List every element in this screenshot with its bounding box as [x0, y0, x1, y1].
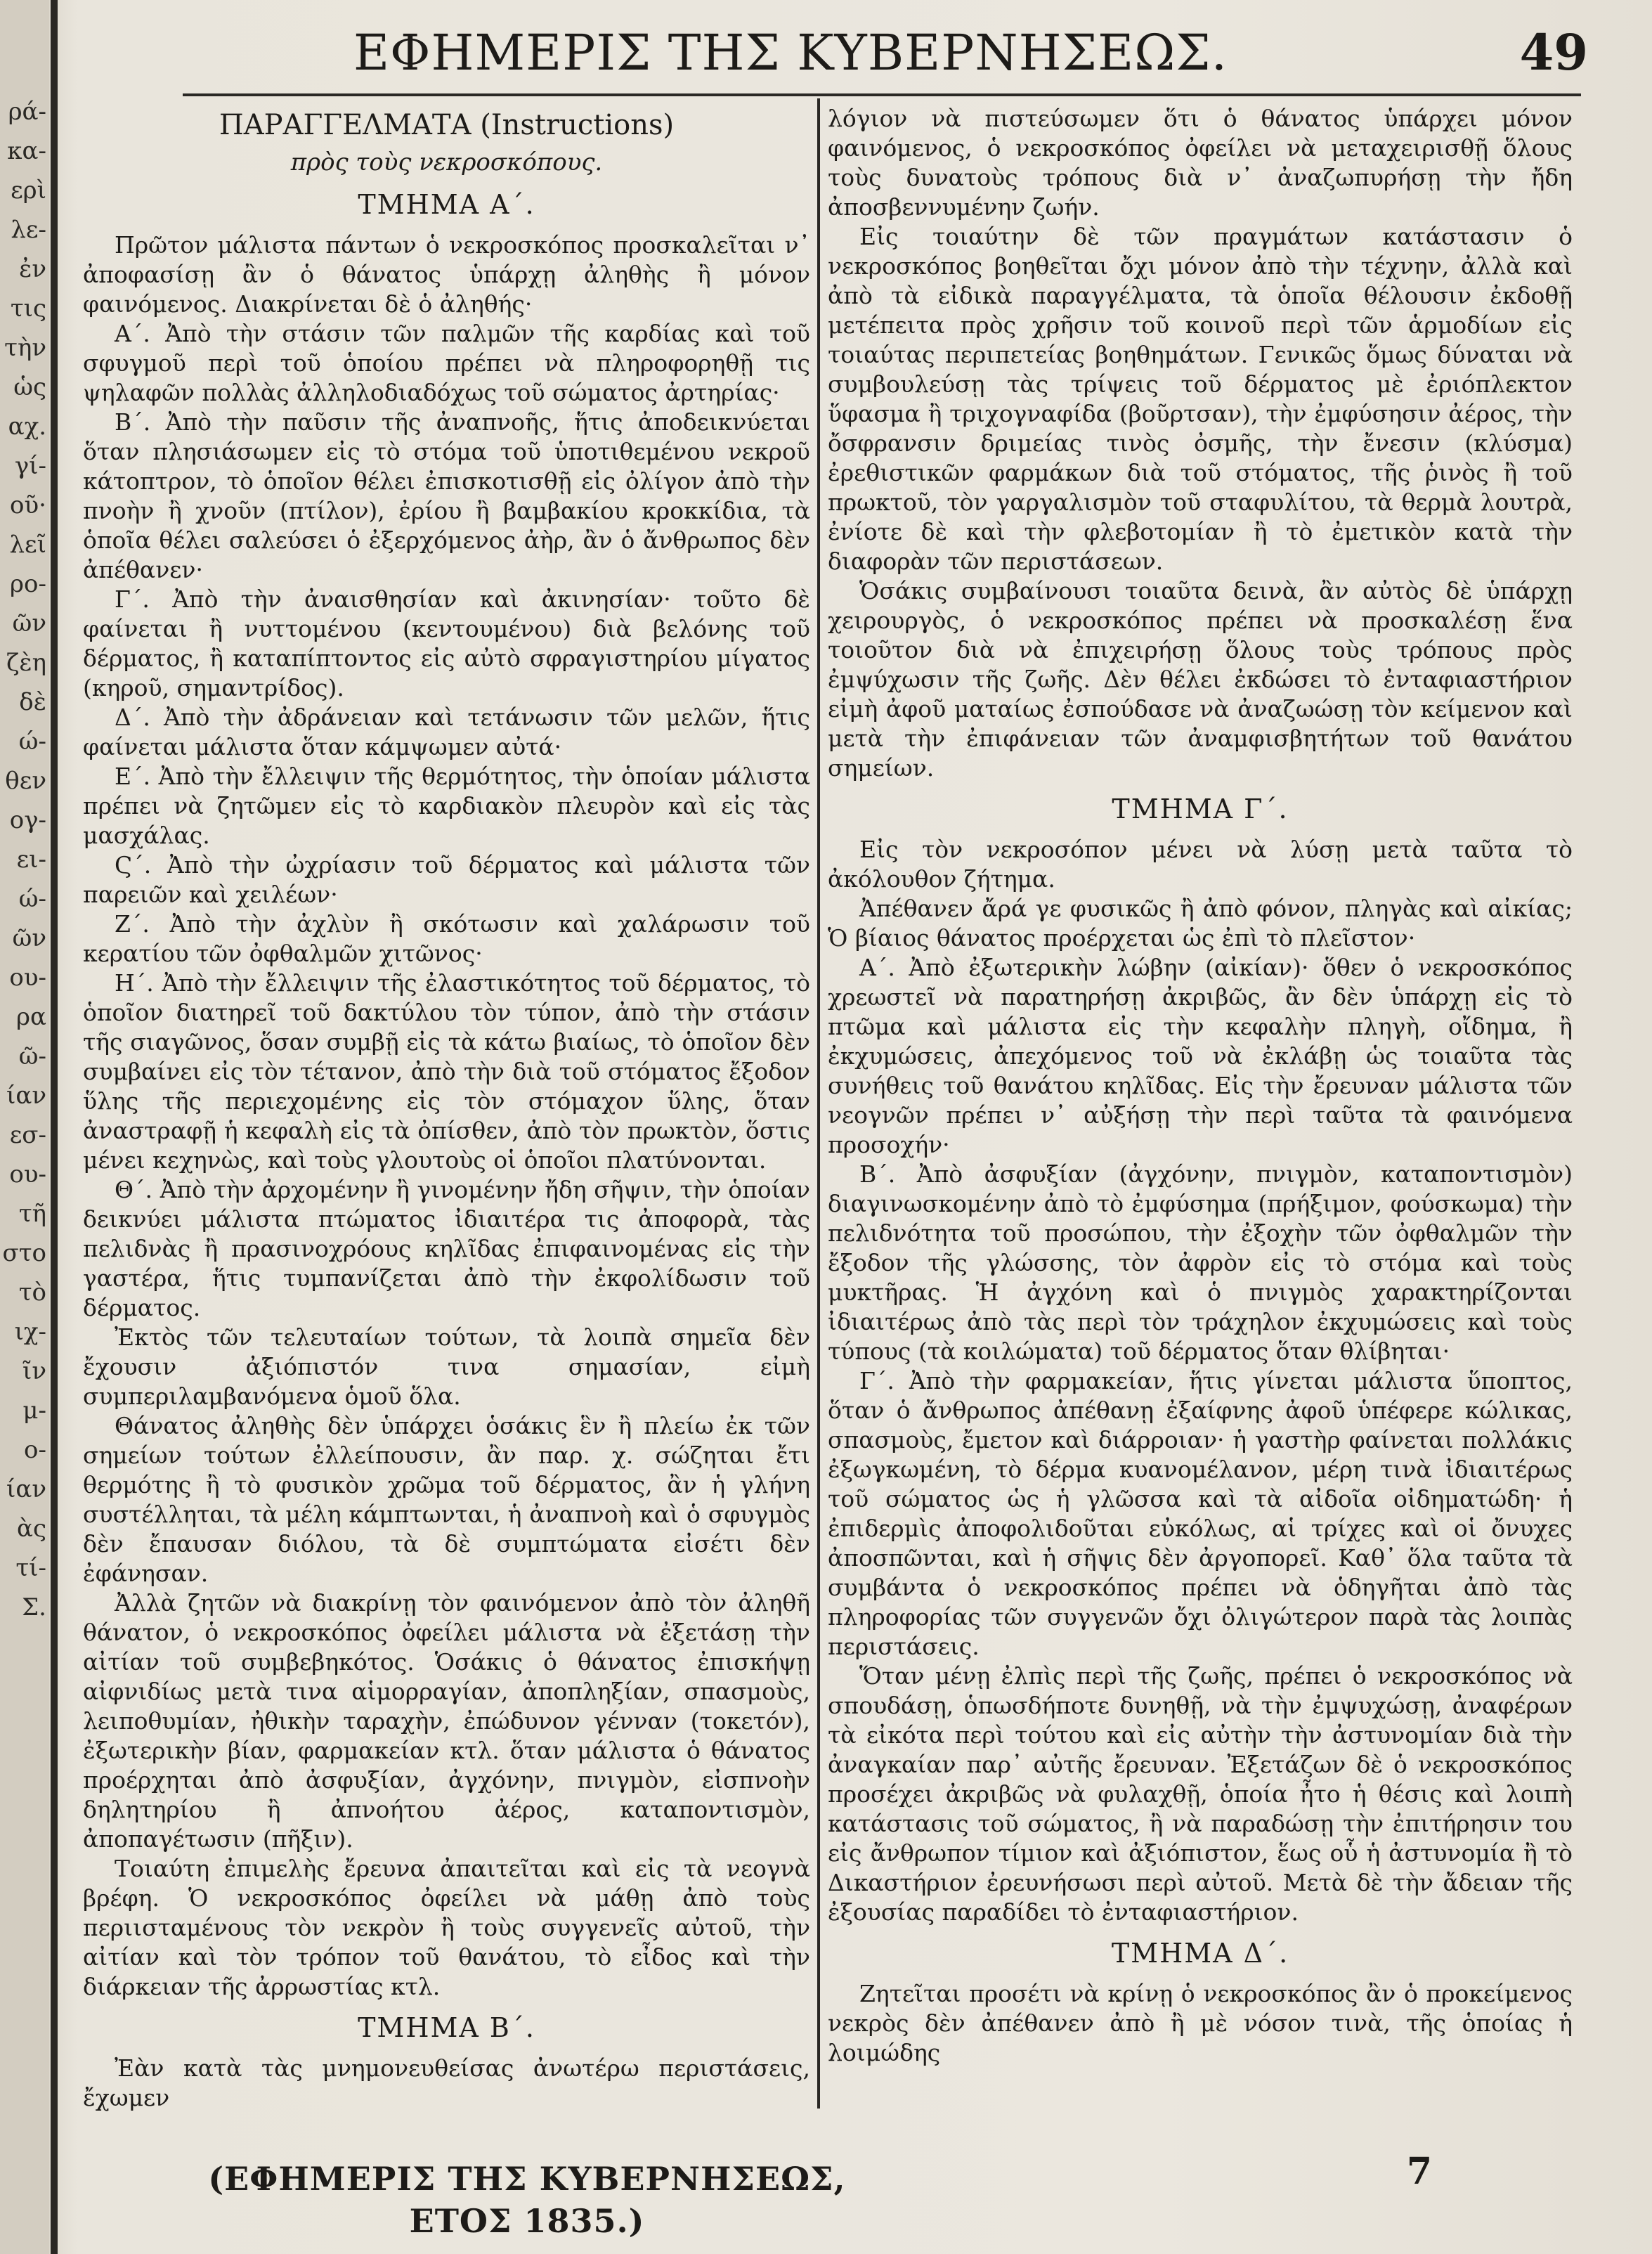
margin-fragment: ῶ- — [18, 1043, 46, 1070]
paragraph: Ἐὰν κατὰ τὰς μνημονευθείσας ἀνωτέρω περιστάσεις, ἔχωμεν — [83, 2054, 810, 2111]
running-head-title: ΕΦΗΜΕΡΙΣ ΤΗΣ ΚΥΒΕΡΝΗΣΕΩΣ. — [353, 24, 1228, 82]
margin-fragment: ερὶ — [11, 177, 46, 204]
paragraph: Ἀπέθανεν ἄρά γε φυσικῶς ἢ ἀπὸ φόνον, πληγὰς καὶ αἰκίας; Ὁ βίαιος θάνατος προέρχεται ὡς ἐπὶ τὸ πλεῖστον· — [828, 895, 1573, 952]
margin-fragment: ώ- — [18, 728, 46, 755]
left-column — [83, 104, 810, 2114]
binding-rule — [51, 0, 58, 2254]
margin-fragment: ου- — [9, 964, 46, 991]
paragraph: Ζητεῖται προσέτι νὰ κρίνῃ ὁ νεκροσκόπος ἂν ὁ προκείμενος νεκρὸς δὲν ἀπέθανεν ἀπὸ ἢ μὲ νόσον τινὰ, τῆς ὁποίας ἡ λοιμώδης — [828, 1980, 1573, 2066]
margin-fragment: δὲ — [19, 689, 46, 715]
margin-fragment: ίαν — [6, 1476, 46, 1503]
margin-fragment: ῖν — [22, 1358, 46, 1385]
margin-fragment: ζὲη — [6, 649, 46, 676]
right-column — [828, 104, 1573, 2114]
margin-fragment: ρά- — [8, 98, 46, 125]
margin-fragment: λεῖ — [9, 531, 46, 558]
paragraph: Ϛ΄. Ἀπὸ τὴν ὠχρίασιν τοῦ δέρματος καὶ μάλιστα τῶν παρειῶν καὶ χειλέων· — [83, 851, 810, 908]
signature-mark: 7 — [1406, 2150, 1433, 2193]
paragraph: Θ΄. Ἀπὸ τὴν ἀρχομένην ἢ γινομένην ἤδη σῆψιν, τὴν ὁποίαν δεικνύει μάλιστα πτώματος ἰδιαιτέρα τις ἀποφορὰ, τὰς πελιδνὰς ἢ πρασινοχρόους κηλῖδας ἐπιφαινομένας εἰς τὴν γαστέρα, ἥτις τυμπανίζεται ἀπὸ τὴν ἐκφολίδωσιν τοῦ δέρματος. — [83, 1176, 810, 1321]
margin-fragment: ογ- — [9, 807, 46, 834]
margin-fragment: στο — [2, 1240, 46, 1267]
paragraph: Β΄. Ἀπὸ τὴν παῦσιν τῆς ἀναπνοῆς, ἥτις ἀποδεικνύεται ὅταν πλησιάσωμεν εἰς τὸ στόμα τοῦ ὑποτιθεμένου νεκροῦ κάτοπτρον, τὸ ὁποῖον θέλει ἐπισκοτισθῇ εἰς ὀλίγον ἀπὸ τὴν πνοὴν ἢ χνοῦν (πτίλον), ἐρίου ἢ βαμβακίου κροκκίδια, τὰ ὁποῖα θέλει σαλεύσει ὁ ἐξερχόμενος ἀὴρ, ἂν ὁ ἄνθρωπος δὲν ἀπέθανεν· — [83, 408, 810, 583]
paragraph: Ε΄. Ἀπὸ τὴν ἔλλειψιν τῆς θερμότητος, τὴν ὁποίαν μάλιστα πρέπει νὰ ζητῶμεν εἰς τὸ καρδιακὸν πλευρὸν καὶ εἰς τὰς μασχάλας. — [83, 763, 810, 849]
margin-fragment: ἐν — [19, 256, 46, 283]
paragraph: Ἀλλὰ ζητῶν νὰ διακρίνῃ τὸν φαινόμενον ἀπὸ τὸν ἀληθῆ θάνατον, ὁ νεκροσκόπος ὀφείλει μάλιστα νὰ ἐξετάσῃ τὴν αἰτίαν τοῦ συμβεβηκότος. Ὁσάκις ὁ θάνατος ἐπισκήψῃ αἰφνιδίως μετὰ τινα αἱμορραγίαν, ἀποπληξίαν, σπασμοὺς, λειποθυμίαν, ἠθικὴν ταραχὴν, ἐπώδυνον γένναν (τοκετόν), ἐξωτερικὴν βίαν, φαρμακείαν κτλ. ὅταν μάλιστα ὁ θάνατος προέρχηται ἀπὸ ἀσφυξίαν, ἀγχόνην, πνιγμὸν, εἰσπνοὴν δηλητηρίου ἢ ἀπνοήτου ἀέρος, καταποντισμὸν, ἀποπαγέτωσιν (πῆξιν). — [83, 1589, 810, 1853]
margin-fragments — [0, 98, 46, 1633]
margin-fragment: μ- — [22, 1397, 46, 1424]
paragraph: Ἐκτὸς τῶν τελευταίων τούτων, τὰ λοιπὰ σημεῖα δὲν ἔχουσιν ἀξιόπιστόν τινα σημασίαν, εἰμὴ συμπεριλαμβανόμενα ὁμοῦ ὅλα. — [83, 1323, 810, 1410]
section-heading-b: ΤΜΗΜΑ Β΄. — [358, 2012, 535, 2043]
margin-fragment: ίαν — [6, 1082, 46, 1109]
source-footer: (ΕΦΗΜΕΡΙΣ ΤΗΣ ΚΥΒΕΡΝΗΣΕΩΣ, ΕΤΟΣ 1835.) — [208, 2160, 846, 2240]
margin-fragment: γί- — [14, 453, 46, 479]
margin-fragment: ει- — [16, 846, 46, 873]
paragraph: Β΄. Ἀπὸ ἀσφυξίαν (ἀγχόνην, πνιγμὸν, καταποντισμὸν) διαγινωσκομένην ἀπὸ τὸ ἐμφύσημα (πρήξιμον, φούσκωμα) τὴν πελιδνότητα τοῦ προσώπου, τὴν ἐξοχὴν τῶν ὀφθαλμῶν τὴν ἔξοδον τῆς γλώσσης, τὸν ἀφρὸν εἰς τὸ στόμα καὶ τοὺς μυκτῆρας. Ἡ ἀγχόνη καὶ ὁ πνιγμὸς χαρακτηρίζονται ἰδιαιτέρως ἀπὸ τὰς περὶ τὸν τράχηλον ἐκχυμώσεις καὶ τοὺς τύπους (τὰ κοιλώματα) τοῦ δέρματος ὅταν θλίβηται· — [828, 1160, 1573, 1365]
paragraph: Γ΄. Ἀπὸ τὴν φαρμακείαν, ἥτις γίνεται μάλιστα ὕποπτος, ὅταν ὁ ἄνθρωπος ἀπέθανῃ ἐξαίφνης ἀφοῦ ὑπέφερε κώλικας, σπασμοὺς, ἔμετον καὶ διάρροιαν· ἡ γαστὴρ φαίνεται πολλάκις ἐξωγκωμένη, τὸ δέρμα κυανομέλανον, μέρη τινὰ ἰδιαιτέρως τοῦ σώματος ὡς ἡ γλῶσσα καὶ τὰ αἰδοῖα οἰδηματώδη· ἡ ἐπιδερμὶς ἀποφολιδοῦται εὐκόλως, αἱ τρίχες καὶ οἱ ὄνυχες ἀποσπῶνται, καὶ ἡ σῆψις δὲν ἀργοπορεῖ. Καθ᾽ ὅλα ταῦτα τὰ συμβάντα ὁ νεκροσκόπος πρέπει νὰ ὁδηγῆται ἀπὸ τὰς πληροφορίας τῶν συγγενῶν ὄχι ὀλιγώτερον παρὰ τὰς λοιπὰς περιστάσεις. — [828, 1367, 1573, 1660]
paragraph: Η΄. Ἀπὸ τὴν ἔλλειψιν τῆς ἐλαστικότητος τοῦ δέρματος, τὸ ὁποῖον διατηρεῖ τοῦ δακτύλου τὸν τύπον, ἀπὸ τὴν στάσιν τῆς σιαγῶνος, ὅσαν συμβῇ εἰς τὰ κάτω βιαίως, τὸ ὁποῖον δὲν συμβαίνει εἰς τὸν τέτανον, ἀπὸ τὴν διὰ τοῦ στόματος ἔξοδον ὕλης τῆς περιεχομένης εἰς τὸν στόμαχον ὕλης, ὅταν ἀναστραφῇ ἡ κεφαλὴ εἰς τὰ ὀπίσθεν, ἀπὸ τὸν πρωκτὸν, ὅστις μένει κεχηνὼς, καὶ τοὺς γλουτοὺς οἱ ὁποῖοι πλατύνονται. — [83, 969, 810, 1174]
paragraph: Ζ΄. Ἀπὸ τὴν ἀχλὺν ἢ σκότωσιν καὶ χαλάρωσιν τοῦ κερατίου τῶν ὀφθαλμῶν χιτῶνος· — [83, 910, 810, 967]
margin-fragment: ρο- — [10, 571, 46, 597]
margin-fragment: ο- — [24, 1437, 46, 1463]
article-title: ΠΑΡΑΓΓΕΛΜΑΤΑ (Instructions) — [219, 109, 675, 141]
margin-fragment: εσ- — [9, 1122, 46, 1148]
margin-fragment: κα- — [7, 138, 46, 164]
article-subtitle: πρὸς τοὺς νεκροσκόπους. — [290, 148, 603, 176]
paragraph: Ὁσάκις συμβαίνουσι τοιαῦτα δεινὰ, ἂν αὐτὸς δὲ ὑπάρχῃ χειρουργὸς, ὁ νεκροσκόπος πρέπει νὰ προσκαλέσῃ ἕνα τοιοῦτον διὰ νὰ ἐπιχειρήσῃ ὅλους τοὺς τρόπους πρὸς ἐμψύχωσιν τῆς ζωῆς. Δὲν θέλει ἐκδώσει τὸ ἐνταφιαστήριον εἰμὴ ἀφοῦ ματαίως ἐσπούδασε νὰ ἀναζωώσῃ τὸν κείμενον καὶ μετὰ τὴν ἐπιφάνειαν τῶν ἀναμφισβητήτων τοῦ θανάτου σημείων. — [828, 577, 1573, 782]
paragraph: Δ΄. Ἀπὸ τὴν ἀδράνειαν καὶ τετάνωσιν τῶν μελῶν, ἥτις φαίνεται μάλιστα ὅταν κάμψωμεν αὐτά· — [83, 704, 810, 760]
margin-fragment: οῦ· — [10, 492, 46, 519]
margin-fragment: ρα — [16, 1004, 46, 1030]
margin-fragment: ώ- — [18, 886, 46, 912]
margin-fragment: αχ. — [8, 413, 46, 440]
paragraph: Γ΄. Ἀπὸ τὴν ἀναισθησίαν καὶ ἀκινησίαν· τοῦτο δὲ φαίνεται ἢ νυττομένου (κεντουμένου) διὰ βελόνης τοῦ δέρματος, ἢ καταπίπτοντος εἰς αὐτὸ σφραγιστηρίου μίγατος (κηροῦ, σημαντρίδος). — [83, 585, 810, 701]
section-heading-d: ΤΜΗΜΑ Δ΄. — [1111, 1938, 1289, 1969]
margin-fragment: ὰς — [16, 1515, 46, 1542]
page-number: 49 — [1519, 23, 1588, 82]
paragraph: Εἰς τοιαύτην δὲ τῶν πραγμάτων κατάστασιν ὁ νεκροσκόπος βοηθεῖται ὄχι μόνον ἀπὸ τὴν τέχνην, ἀλλὰ καὶ ἀπὸ τὰ εἰδικὰ παραγγέλματα, τὰ ὁποῖα θέλουσιν ἐκδοθῇ μετέπειτα πρὸς χρῆσιν τοῦ κοινοῦ περὶ τῶν ἁρμοδίων εἰς τοιαύτας περιπετείας βοηθημάτων. Γενικῶς ὅμως δύναται νὰ συμβουλεύσῃ τὰς τρίψεις τοῦ δέρματος μὲ ἐριόπλεκτον ὕφασμα ἢ τριχογναφίδα (βοῦρτσαν), τὴν ἐμφύσησιν ἀέρος, τὴν ὄσφρανσιν δριμείας τινὸς ὀσμῆς, τὴν ἔνεσιν (κλύσμα) ἐρεθιστικῶν φαρμάκων διὰ τοῦ στόματος, τῆς ῥινὸς ἢ τοῦ πρωκτοῦ, τὸν γαργαλισμὸν τοῦ σταφυλίτου, τὰ θερμὰ λουτρὰ, ἐνίοτε δὲ καὶ τὴν φλεβοτομίαν ἢ τὸ ἐμετικὸν κατὰ τὴν διαφορὰν τῶν περιστάσεων. — [828, 223, 1573, 575]
margin-fragment: τί- — [15, 1555, 46, 1581]
margin-fragment: ὡς — [13, 374, 46, 401]
margin-fragment: ῶν — [12, 925, 46, 952]
paragraph: Α΄. Ἀπὸ τὴν στάσιν τῶν παλμῶν τῆς καρδίας καὶ τοῦ σφυγμοῦ περὶ τοῦ ὁποίου πρέπει νὰ πληροφορηθῇ τις ψηλαφῶν πολλὰς ἀλληλοδιαδόχως τοῦ σώματος ἀρτηρίας· — [83, 320, 810, 406]
paragraph: Τοιαύτη ἐπιμελὴς ἔρευνα ἀπαιτεῖται καὶ εἰς τὰ νεογνὰ βρέφη. Ὁ νεκροσκόπος ὀφείλει νὰ μάθῃ ἀπὸ τοὺς περιισταμένους τὸν νεκρὸν ἢ τοὺς συγγενεῖς αὐτοῦ, τὴν αἰτίαν καὶ τὸν τρόπον τοῦ θανάτου, τὸ εἶδος καὶ τὴν διάρκειαν τῆς ἀρρωστίας κτλ. — [83, 1855, 810, 2000]
margin-fragment: λε- — [11, 216, 46, 243]
margin-fragment: τὴν — [4, 335, 46, 361]
margin-fragment: τις — [10, 295, 46, 322]
margin-fragment: ου- — [9, 1161, 46, 1188]
paragraph: Ὅταν μένῃ ἐλπὶς περὶ τῆς ζωῆς, πρέπει ὁ νεκροσκόπος νὰ σπουδάσῃ, ὁπωσδήποτε δυνηθῇ, νὰ τὴν ἐμψυχώσῃ, ἀναφέρων τὰ εἰκότα περὶ τούτου καὶ εἰς αὐτὴν τὴν ἀστυνομίαν διὰ τὴν ἀναγκαίαν παρ᾽ αὐτῆς ἔρευναν. Ἐξετάζων δὲ ὁ νεκροσκόπος προσέχει ἀκριβῶς νὰ φυλαχθῇ, ὁποία ἦτο ἡ θέσις καὶ λοιπὴ κατάστασις τοῦ σώματος, ἢ νὰ παραδώσῃ τὴν ἐπιτήρησιν του εἰς ἄνθρωπον τίμιον καὶ ἀξιόπιστον, ἕως οὗ ἡ ἀστυνομία ἢ τὸ Δικαστήριον ἐρευνήσωσι περὶ αὐτοῦ. Μετὰ δὲ τὴν ἄδειαν τῆς ἐξουσίας παραδίδει τὸ ἐνταφιαστήριον. — [828, 1662, 1573, 1926]
column-rule — [817, 98, 820, 2109]
section-heading-a: ΤΜΗΜΑ Α΄. — [358, 189, 535, 220]
margin-fragment: θεν — [5, 767, 46, 794]
margin-fragment: ῶν — [12, 610, 46, 637]
paragraph: Α΄. Ἀπὸ ἐξωτερικὴν λώβην (αἰκίαν)· ὅθεν ὁ νεκροσκόπος χρεωστεῖ νὰ παρατηρήσῃ ἀκριβῶς, ἂν δὲν ὑπάρχῃ εἰς τὸ πτῶμα καὶ μάλιστα εἰς τὴν κεφαλὴν πληγὴ, οἴδημα, ἢ ἐκχυμώσεις, ἀπεχόμενος τοῦ νὰ ἐκλάβῃ ὡς τοιαῦτα τὰς συνήθεις τοῦ θανάτου κηλῖδας. Εἰς τὴν ἔρευναν μάλιστα τῶν νεογνῶν πρέπει ν᾽ αὐξήσῃ τὴν περὶ ταῦτα τὰ φαινόμενα προσοχήν· — [828, 954, 1573, 1158]
paragraph: Θάνατος ἀληθὴς δὲν ὑπάρχει ὁσάκις ἓν ἢ πλείω ἐκ τῶν σημείων τούτων ἐλλείπουσιν, ἂν παρ. χ. σώζηται ἔτι θερμότης ἢ τὸ φυσικὸν χρῶμα τοῦ δέρματος, ἂν ἡ γλήνη συστέλληται, τὰ μέλη κάμπτωνται, ἡ ἀναπνοὴ καὶ ὁ σφυγμὸς δὲν ἔπαυσαν διόλου, τὰ δὲ συμπτώματα εἰσέτι δὲν ἐφάνησαν. — [83, 1412, 810, 1587]
margin-fragment: τὸ — [18, 1279, 46, 1306]
paragraph: Πρῶτον μάλιστα πάντων ὁ νεκροσκόπος προσκαλεῖται ν᾽ ἀποφασίσῃ ἂν ὁ θάνατος ὑπάρχῃ ἀληθὴς ἢ μόνον φαινόμενος. Διακρίνεται δὲ ὁ ἀληθής· — [83, 231, 810, 318]
header-rule — [183, 93, 1581, 96]
margin-fragment: Σ. — [22, 1594, 46, 1621]
paragraph: Εἰς τὸν νεκροσόπον μένει νὰ λύσῃ μετὰ ταῦτα τὸ ἀκόλουθον ζήτημα. — [828, 836, 1573, 893]
margin-fragment: ιχ- — [14, 1319, 46, 1345]
margin-fragment: τῆ — [18, 1200, 46, 1227]
section-heading-c: ΤΜΗΜΑ Γ΄. — [1112, 794, 1289, 824]
paragraph-continuation: λόγιον νὰ πιστεύσωμεν ὅτι ὁ θάνατος ὑπάρχει μόνον φαινόμενος, ὁ νεκροσκόπος ὀφείλει νὰ μεταχειρισθῇ ὅλους τοὺς δυνατοὺς τρόπους διὰ ν᾽ ἀναζωπυρήσῃ τὴν ἤδη ἀποσβεννυμένην ζωήν. — [828, 105, 1573, 221]
